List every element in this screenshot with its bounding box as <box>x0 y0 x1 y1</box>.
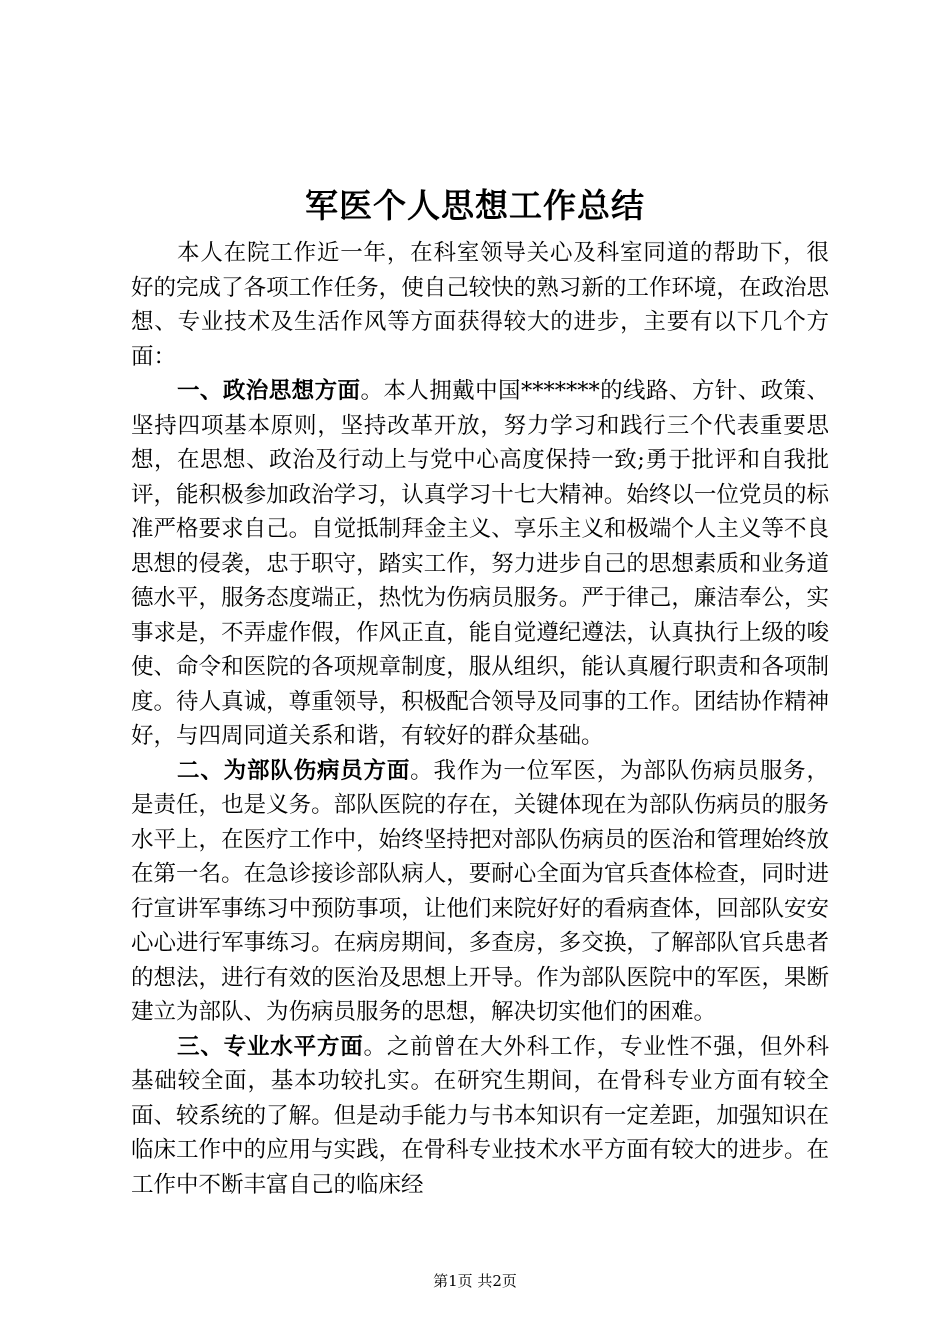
section-heading: 二、为部队伤病员方面 <box>177 757 411 784</box>
document-title: 军医个人思想工作总结 <box>305 186 645 225</box>
section-troops-patients <box>131 754 829 1030</box>
intro-paragraph: 本人在院工作近一年，在科室领导关心及科室同道的帮助下，很好的完成了各项工作任务，使自己较快的熟习新的工作环境，在政治思想、专业技术及生活作风等方面获得较大的进步，主要有以下几个方面： <box>131 240 829 370</box>
document-body <box>131 236 829 1202</box>
page-number-footer: 第1页 共2页 <box>433 1272 517 1290</box>
section-professional-level <box>131 1030 829 1203</box>
section-text: 。本人拥戴中国*******的线路、方针、政策、坚持四项基本原则，坚持改革开放，努力学习和践行三个代表重要思想，在思想、政治及行动上与党中心高度保持一致;勇于批评和自我批评，能积极参加政治学习，认真学习十七大精神。始终以一位党员的标准严格要求自己。自觉抵制拜金主义、享乐主义和极端个人主义等不良思想的侵袭，忠于职守，踏实工作，努力进步自己的思想素质和业务道德水平，服务态度端正，热忱为伤病员服务。严于律己，廉洁奉公，实事求是，不弄虚作假，作风正直，能自觉遵纪遵法，认真执行上级的唆使、命令和医院的各项规章制度，服从组织，能认真履行职责和各项制度。待人真诚，尊重领导，积极配合领导及同事的工作。团结协作精神好，与四周同道关系和谐，有较好的群众基础。 <box>131 378 829 749</box>
section-political-thought <box>131 374 829 754</box>
section-text: 。之前曾在大外科工作，专业性不强，但外科基础较全面，基本功较扎实。在研究生期间，在骨科专业方面有较全面、较系统的了解。但是动手能力与书本知识有一定差距，加强知识在临床工作中的应用与实践，在骨科专业技术水平方面有较大的进步。在工作中不断丰富自己的临床经 <box>131 1033 829 1198</box>
section-heading: 三、专业水平方面 <box>177 1033 364 1060</box>
section-heading: 一、政治思想方面 <box>177 378 361 404</box>
section-text: 。我作为一位军医，为部队伤病员服务，是责任，也是义务。部队医院的存在，关键体现在为部队伤病员的服务水平上，在医疗工作中，始终坚持把对部队伤病员的医治和管理始终放在第一名。在急诊接诊部队病人，要耐心全面为官兵查体检查，同时进行宣讲军事练习中预防事项，让他们来院好好的看病查体，回部队安安心心进行军事练习。在病房期间，多查房，多交换，了解部队官兵患者的想法，进行有效的医治及思想上开导。作为部队医院中的军医，果断建立为部队、为伤病员服务的思想，解决切实他们的困难。 <box>131 757 829 1025</box>
